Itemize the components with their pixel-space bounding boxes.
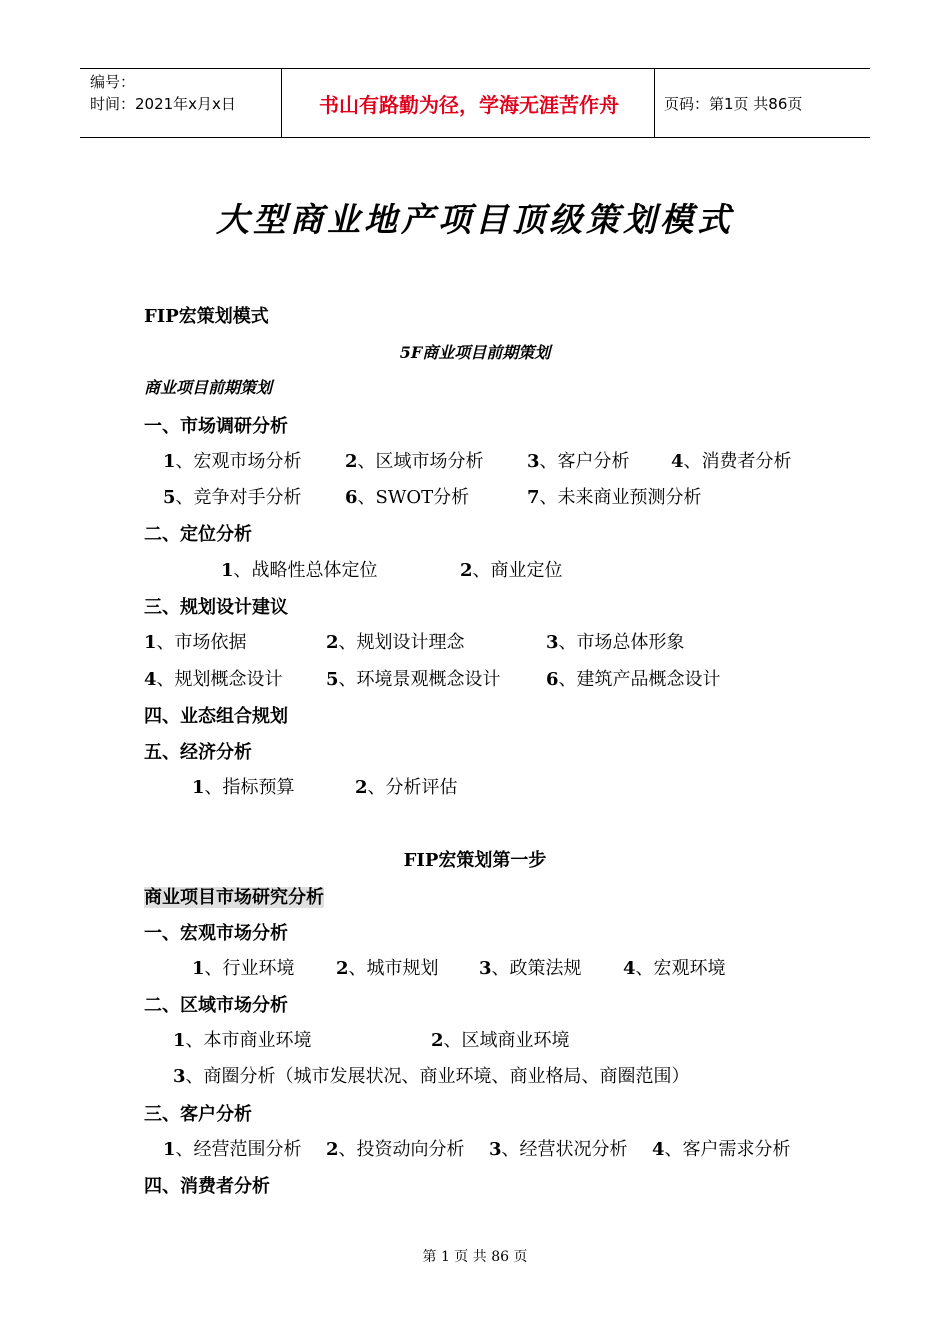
center-heading: FIP宏策划第一步 — [403, 850, 547, 871]
list-item — [144, 628, 247, 654]
item-number: 4 — [144, 669, 157, 690]
list-item — [431, 1026, 570, 1052]
item-number: 1 — [192, 777, 205, 798]
list-item — [163, 447, 302, 473]
list-item — [355, 773, 458, 799]
item-text: 、规划概念设计 — [156, 669, 283, 690]
item-text: 、宏观环境 — [635, 958, 726, 979]
header-page-number: 页码：第1页 共86页 — [664, 95, 803, 113]
item-text: 、市场总体形象 — [558, 632, 685, 653]
item-text: 、竞争对手分析 — [175, 487, 302, 508]
item-text: 、区域市场分析 — [357, 451, 484, 472]
item-text: 、客户需求分析 — [664, 1139, 791, 1160]
header-table — [80, 68, 870, 138]
section-heading: 三、规划设计建议 — [144, 597, 288, 618]
date-label: 时间：2021年x月x日 — [90, 95, 236, 113]
item-number: 1 — [163, 451, 176, 472]
section-heading: 三、客户分析 — [144, 1104, 252, 1125]
item-text: 、消费者分析 — [683, 451, 792, 472]
item-number: 3 — [479, 958, 492, 979]
list-item — [163, 483, 302, 509]
list-item — [652, 1135, 791, 1161]
list-item — [192, 773, 295, 799]
item-number: 7 — [527, 487, 540, 508]
item-text: 、市场依据 — [156, 632, 247, 653]
item-number: 2 — [345, 451, 358, 472]
item-text: 、区域商业环境 — [443, 1030, 570, 1051]
list-item — [173, 1062, 690, 1088]
item-number: 6 — [546, 669, 559, 690]
item-text: 、未来商业预测分析 — [539, 487, 702, 508]
list-item — [221, 556, 378, 582]
list-item — [144, 665, 283, 691]
section-heading: 二、定位分析 — [144, 524, 252, 545]
list-item — [173, 1026, 312, 1052]
item-number: 1 — [163, 1139, 176, 1160]
item-number: 1 — [144, 632, 157, 653]
item-text: 、建筑产品概念设计 — [558, 669, 721, 690]
list-item — [345, 447, 484, 473]
item-text: 、客户分析 — [539, 451, 630, 472]
header-motto: 书山有路勤为径，学海无涯苦作舟 — [319, 93, 619, 117]
item-number: 2 — [460, 560, 473, 581]
item-text: 、城市规划 — [348, 958, 439, 979]
item-number: 2 — [431, 1030, 444, 1051]
item-number: 5 — [163, 487, 176, 508]
list-item — [671, 447, 792, 473]
list-item — [326, 628, 465, 654]
page-footer: 第 1 页 共 86 页 — [422, 1249, 528, 1265]
list-item — [345, 483, 469, 509]
list-item — [546, 628, 685, 654]
section-heading: 一、市场调研分析 — [144, 416, 288, 437]
header-meta — [90, 71, 236, 115]
item-number: 3 — [173, 1066, 186, 1087]
item-number: 1 — [221, 560, 234, 581]
item-number: 2 — [355, 777, 368, 798]
item-text: 、商圈分析（城市发展状况、商业环境、商业格局、商圈范围） — [185, 1066, 690, 1087]
item-number: 2 — [336, 958, 349, 979]
item-text: 、政策法规 — [491, 958, 582, 979]
section-heading: 五、经济分析 — [144, 742, 252, 763]
fip-mode-heading: FIP宏策划模式 — [144, 306, 269, 327]
list-item — [326, 665, 501, 691]
item-text: 、行业环境 — [204, 958, 295, 979]
item-number: 6 — [345, 487, 358, 508]
list-item — [163, 1135, 302, 1161]
section-heading: 四、业态组合规划 — [144, 706, 288, 727]
item-text: 、规划设计理念 — [338, 632, 465, 653]
list-item — [527, 447, 630, 473]
list-item — [336, 954, 439, 980]
center-heading: 5F商业项目前期策划 — [399, 343, 551, 362]
item-number: 5 — [326, 669, 339, 690]
item-number: 3 — [546, 632, 559, 653]
item-text: 、指标预算 — [204, 777, 295, 798]
item-number: 4 — [652, 1139, 665, 1160]
list-item — [527, 483, 702, 509]
item-number: 3 — [489, 1139, 502, 1160]
list-item — [192, 954, 295, 980]
item-text: 、宏观市场分析 — [175, 451, 302, 472]
item-text: 、商业定位 — [472, 560, 563, 581]
item-number: 1 — [192, 958, 205, 979]
item-text: 、经营范围分析 — [175, 1139, 302, 1160]
document-title: 大型商业地产项目顶级策划模式 — [216, 200, 734, 239]
item-text: 、分析评估 — [367, 777, 458, 798]
list-item — [460, 556, 563, 582]
item-text: 、本市商业环境 — [185, 1030, 312, 1051]
list-item — [546, 665, 721, 691]
list-item — [623, 954, 726, 980]
list-item — [326, 1135, 465, 1161]
sub-heading — [144, 883, 324, 909]
item-number: 3 — [527, 451, 540, 472]
item-number: 2 — [326, 632, 339, 653]
number-label: 编号： — [90, 73, 136, 91]
section-heading: 二、区域市场分析 — [144, 995, 288, 1016]
item-number: 2 — [326, 1139, 339, 1160]
sub-heading: 商业项目前期策划 — [144, 378, 273, 397]
item-text: 、投资动向分析 — [338, 1139, 465, 1160]
section-heading: 一、宏观市场分析 — [144, 923, 288, 944]
item-text: 、战略性总体定位 — [233, 560, 378, 581]
item-text: 、SWOT分析 — [357, 487, 470, 508]
item-number: 4 — [623, 958, 636, 979]
item-number: 4 — [671, 451, 684, 472]
section-heading: 四、消费者分析 — [144, 1176, 270, 1197]
list-item — [479, 954, 582, 980]
list-item — [489, 1135, 628, 1161]
item-text: 、经营状况分析 — [501, 1139, 628, 1160]
item-number: 1 — [173, 1030, 186, 1051]
highlighted-heading: 商业项目市场研究分析 — [144, 887, 324, 908]
item-text: 、环境景观概念设计 — [338, 669, 501, 690]
